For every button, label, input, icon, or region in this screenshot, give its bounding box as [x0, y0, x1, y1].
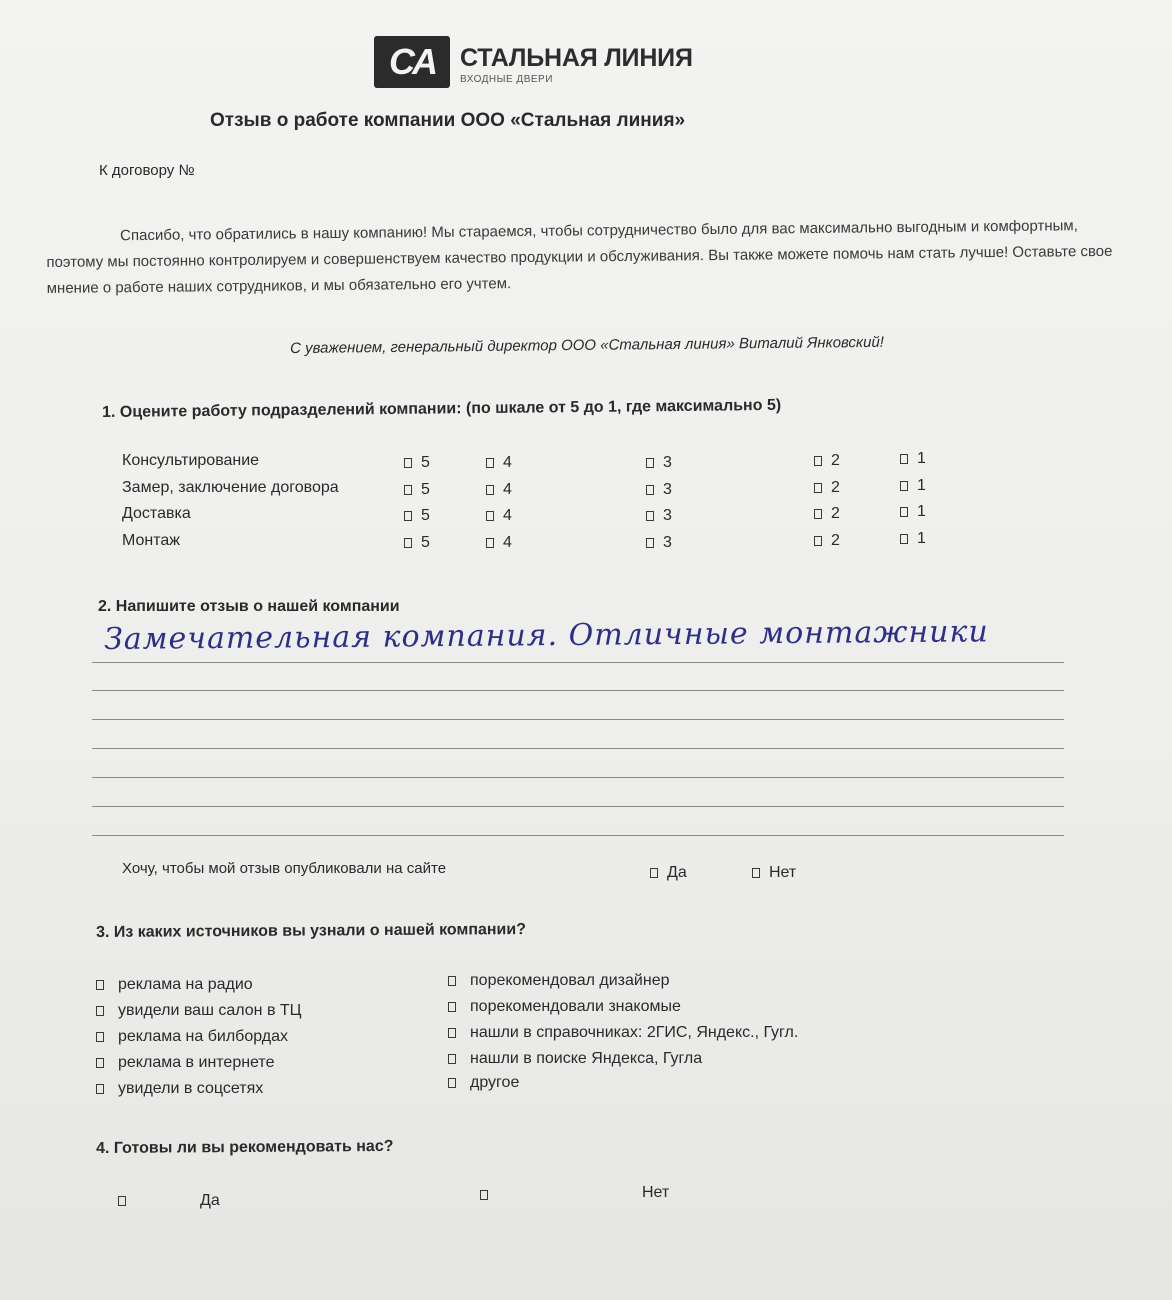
checkbox-icon [752, 868, 760, 878]
source-option[interactable]: порекомендовал дизайнер [448, 972, 669, 990]
rating-option[interactable]: 4 [486, 534, 512, 552]
checkbox-icon [900, 534, 908, 544]
checkbox-icon [814, 456, 822, 466]
rating-option[interactable]: 1 [900, 503, 926, 521]
department-label: Монтаж [122, 532, 180, 549]
rating-option[interactable]: 3 [646, 507, 672, 525]
recommend-yes-checkbox[interactable] [118, 1196, 126, 1206]
checkbox-icon [486, 538, 494, 548]
checkbox-icon [646, 485, 654, 495]
checkbox-icon [96, 980, 104, 990]
rating-row [0, 452, 1172, 476]
source-option[interactable]: увидели в соцсетях [96, 1080, 263, 1098]
source-option[interactable]: реклама на радио [96, 976, 253, 994]
publish-no-option[interactable]: Нет [752, 864, 796, 882]
checkbox-icon [646, 511, 654, 521]
checkbox-icon [486, 458, 494, 468]
rating-option[interactable]: 4 [486, 481, 512, 499]
publish-question: Хочу, чтобы мой отзыв опубликовали на сайте [122, 860, 447, 877]
checkbox-icon [404, 511, 412, 521]
rating-option[interactable]: 5 [404, 507, 430, 525]
source-option[interactable]: увидели ваш салон в ТЦ [96, 1002, 302, 1020]
source-option[interactable]: другое [448, 1074, 519, 1092]
checkbox-icon [900, 507, 908, 517]
rating-option[interactable]: 2 [814, 505, 840, 523]
checkbox-icon [448, 1078, 456, 1088]
rating-option[interactable]: 3 [646, 481, 672, 499]
writing-line [92, 777, 1064, 778]
recommend-no-label: Нет [642, 1184, 670, 1201]
rating-row [0, 479, 1172, 503]
rating-option[interactable]: 1 [900, 477, 926, 495]
checkbox-icon [900, 481, 908, 491]
checkbox-icon [486, 511, 494, 521]
rating-option[interactable]: 5 [404, 454, 430, 472]
rating-option[interactable]: 5 [404, 481, 430, 499]
intro-paragraph: Спасибо, что обратились в нашу компанию! Мы стараемся, чтобы сотрудничество было для вас максимально выгодным и комфортным, поэтому мы постоянно контролируем и совершенствуем качество продукции и обслуживания. Вы также можете помочь нам стать лучше! Оставьте свое мнение о работе наших сотрудников, и мы обязательно его учтем. [46, 217, 1113, 297]
writing-line [92, 748, 1064, 749]
checkbox-icon [448, 1002, 456, 1012]
writing-line [92, 719, 1064, 720]
checkbox-icon [404, 485, 412, 495]
source-option[interactable]: порекомендовали знакомые [448, 998, 681, 1016]
logo-name: СТАЛЬНАЯ ЛИНИЯ [460, 44, 693, 72]
checkbox-icon [650, 868, 658, 878]
checkbox-icon [404, 458, 412, 468]
source-option[interactable]: нашли в поиске Яндекса, Гугла [448, 1050, 702, 1068]
checkbox-icon [486, 485, 494, 495]
writing-line [92, 835, 1064, 836]
source-option[interactable]: реклама на билбордах [96, 1028, 288, 1046]
rating-option[interactable]: 3 [646, 454, 672, 472]
question-2-title: 2. Напишите отзыв о нашей компании [98, 598, 400, 615]
rating-option[interactable]: 3 [646, 534, 672, 552]
question-1-title: 1. Оцените работу подразделений компании: (по шкале от 5 до 1, где максимально 5) [102, 396, 782, 421]
form-title: Отзыв о работе компании ООО «Стальная линия» [210, 110, 686, 131]
writing-line [92, 806, 1064, 807]
source-option[interactable]: реклама в интернете [96, 1054, 274, 1072]
rating-option[interactable]: 2 [814, 479, 840, 497]
publish-yes-option[interactable]: Да [650, 864, 687, 882]
director-signoff: С уважением, генеральный директор ООО «Стальная линия» Виталий Янковский! [290, 333, 885, 357]
checkbox-icon [814, 509, 822, 519]
department-label: Доставка [122, 505, 191, 522]
contract-number-label: К договору № [99, 162, 195, 179]
rating-option[interactable]: 1 [900, 530, 926, 548]
checkbox-icon [814, 536, 822, 546]
checkbox-icon [96, 1032, 104, 1042]
checkbox-icon [96, 1006, 104, 1016]
department-label: Замер, заключение договора [122, 479, 339, 496]
logo-mark: CA [374, 36, 450, 88]
rating-option[interactable]: 1 [900, 450, 926, 468]
checkbox-icon [448, 1028, 456, 1038]
rating-row [0, 505, 1172, 529]
checkbox-icon [900, 454, 908, 464]
rating-option[interactable]: 4 [486, 454, 512, 472]
source-option[interactable]: нашли в справочниках: 2ГИС, Яндекс., Гугл. [448, 1024, 798, 1042]
department-label: Консультирование [122, 452, 260, 469]
rating-row [0, 532, 1172, 556]
rating-option[interactable]: 4 [486, 507, 512, 525]
writing-line [92, 690, 1064, 691]
checkbox-icon [646, 458, 654, 468]
checkbox-icon [96, 1058, 104, 1068]
checkbox-icon [404, 538, 412, 548]
rating-option[interactable]: 2 [814, 532, 840, 550]
checkbox-icon [96, 1084, 104, 1094]
recommend-yes-label: Да [200, 1192, 220, 1209]
rating-option[interactable]: 2 [814, 452, 840, 470]
question-4-title: 4. Готовы ли вы рекомендовать нас? [96, 1137, 394, 1157]
checkbox-icon [814, 483, 822, 493]
handwritten-review[interactable]: Замечательная компания. Отличные монтажники [104, 614, 989, 657]
writing-line [92, 662, 1064, 663]
checkbox-icon [646, 538, 654, 548]
recommend-no-checkbox[interactable] [480, 1190, 488, 1200]
checkbox-icon [448, 1054, 456, 1064]
checkbox-icon [448, 976, 456, 986]
question-3-title: 3. Из каких источников вы узнали о нашей компании? [96, 920, 527, 941]
rating-option[interactable]: 5 [404, 534, 430, 552]
logo-tagline: ВХОДНЫЕ ДВЕРИ [460, 74, 553, 85]
